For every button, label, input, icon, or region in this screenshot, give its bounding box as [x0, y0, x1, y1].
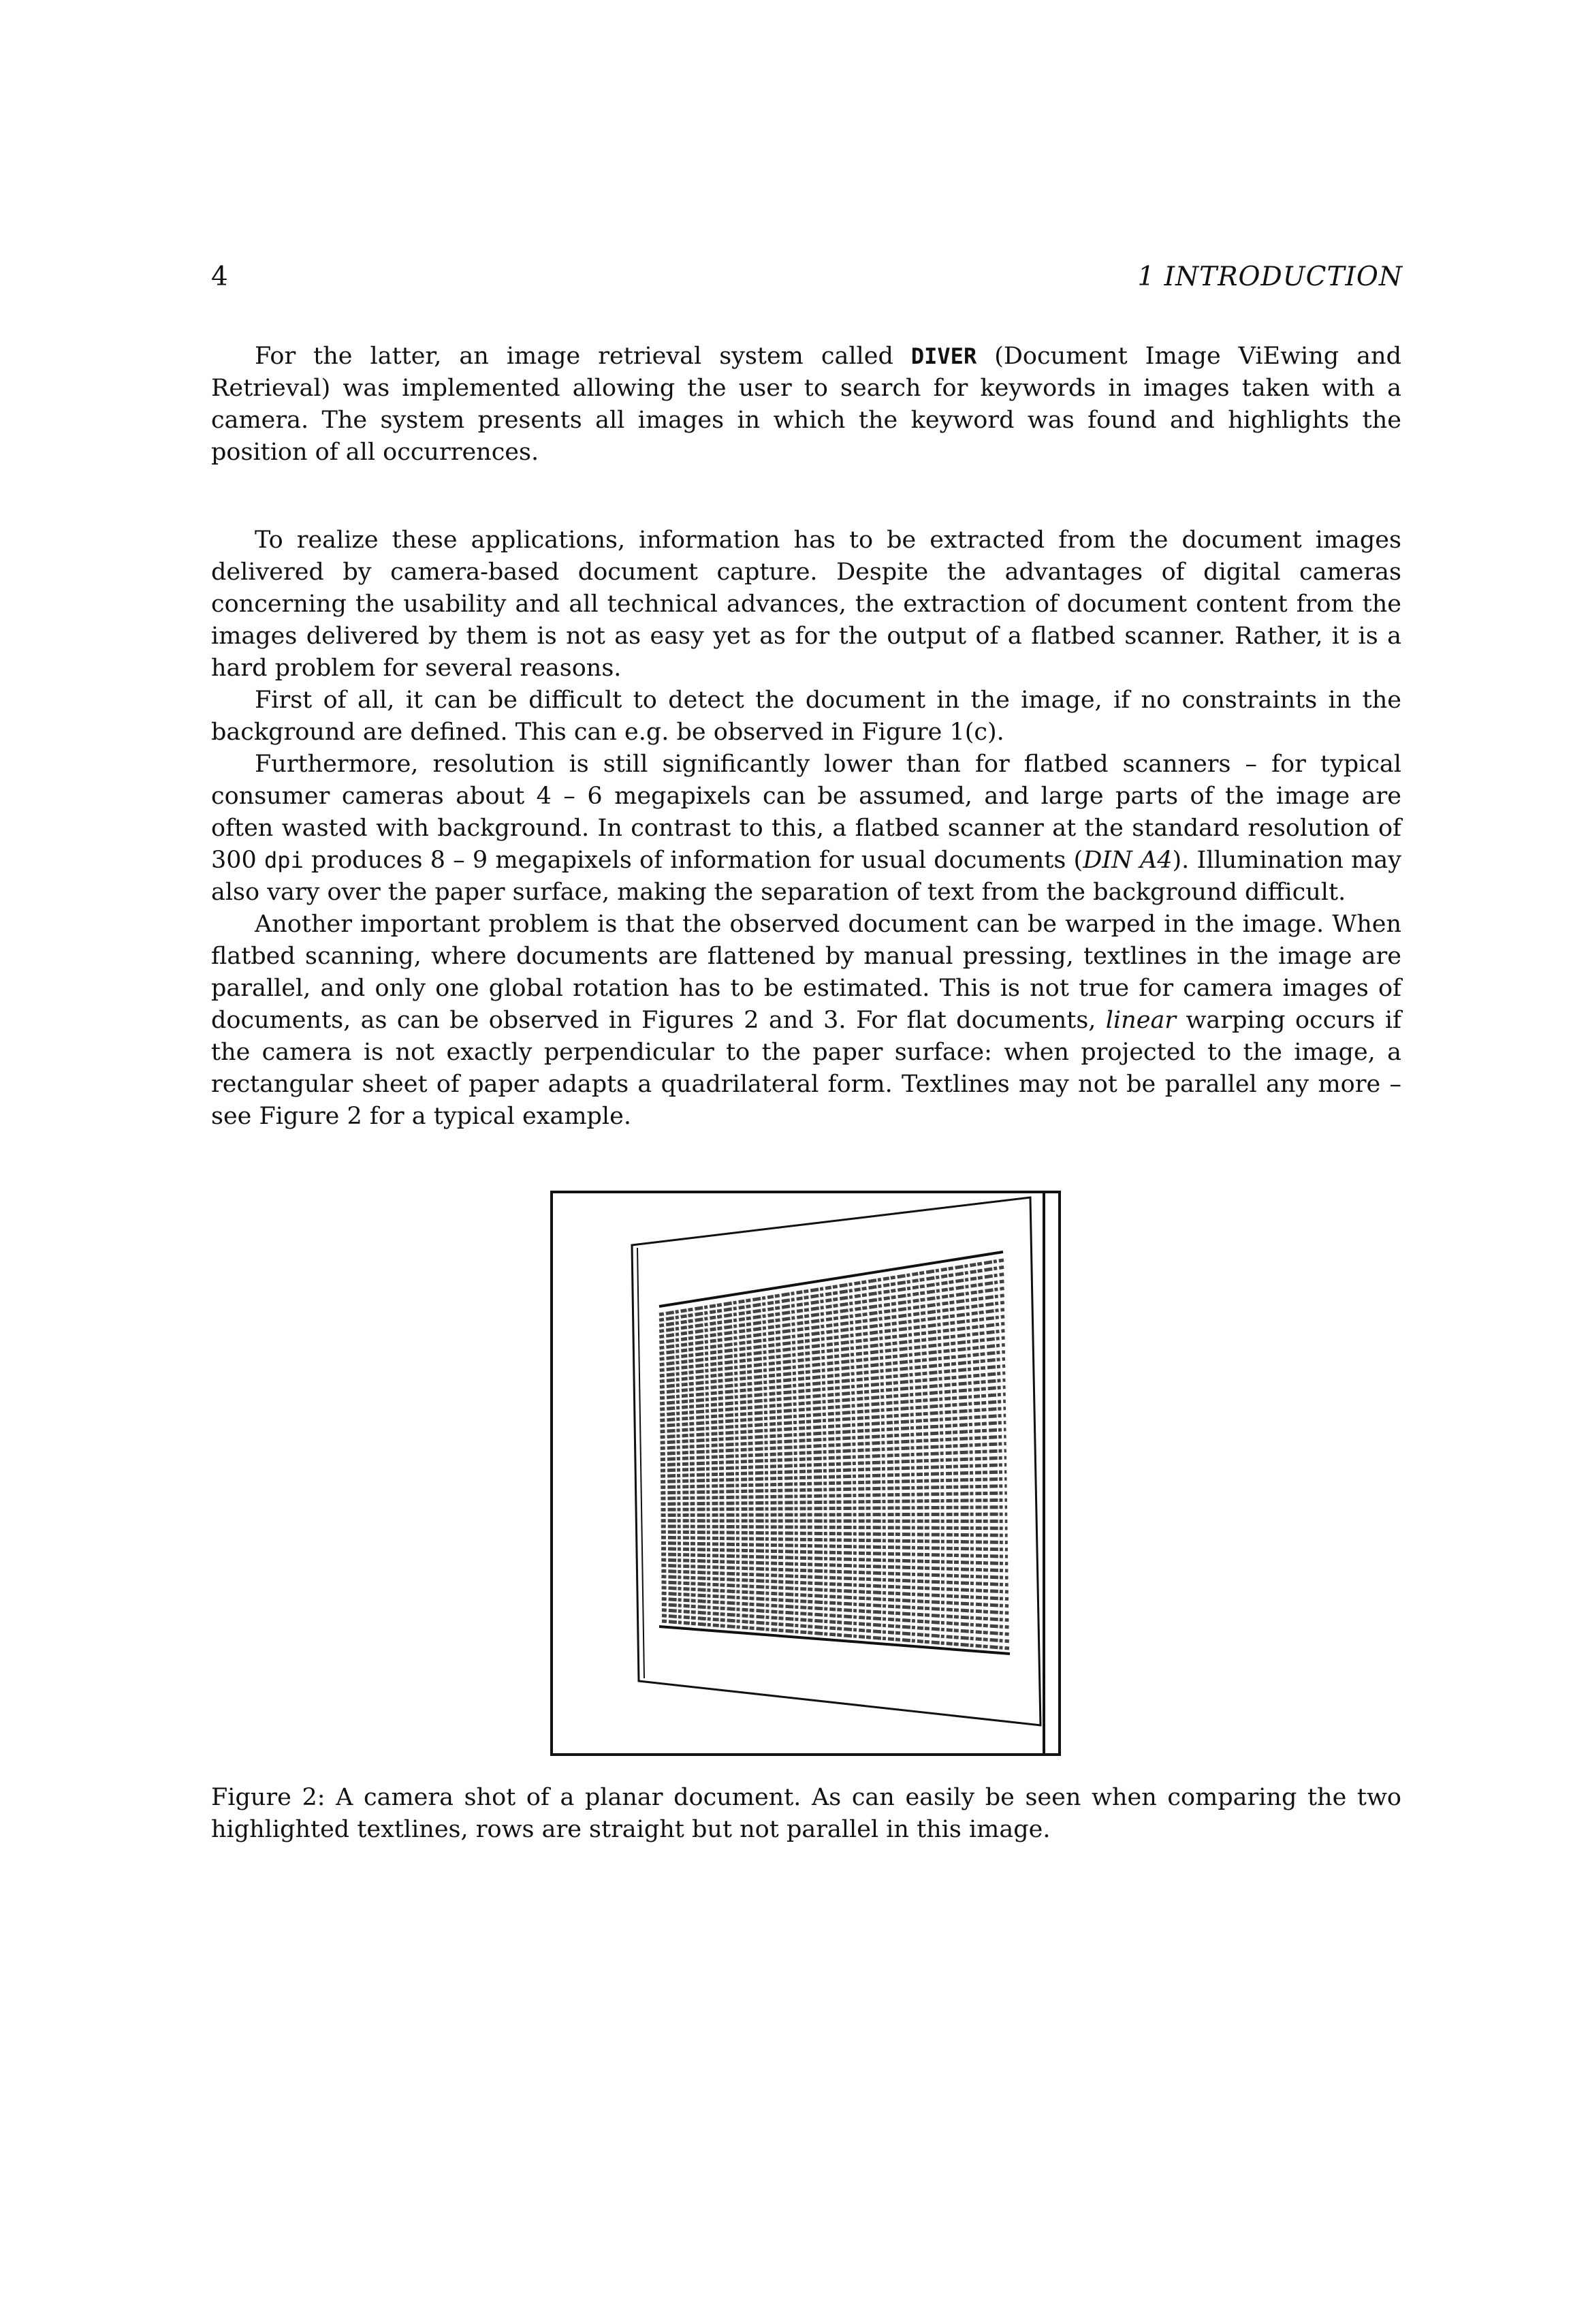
paragraph-4	[211, 749, 1401, 909]
paragraph-5-text-a: Another important problem is that the observed document can be warped in the image. When flatbed scanning, where documents are flattened by manual pressing, textlines in the image are parallel, and only one global rotation has to be estimated. This is not true for camera images of documents, as can be observed in Figures 2 and 3. For flat documents,	[211, 911, 1401, 1034]
figure-2-image	[550, 1191, 1061, 1756]
paragraph-2: To realize these applications, information has to be extracted from the document images delivered by camera-based document capture. Despite the advantages of digital cameras concerning the usability and all technical advances, the extraction of document content from the images delivered by them is not as easy yet as for the output of a flatbed scanner. Rather, it is a hard problem for several reasons.	[211, 527, 1401, 682]
paragraph-3: First of all, it can be difficult to detect the document in the image, if no constraints in the background are defined. This can e.g. be observed in Figure 1(c).	[211, 687, 1401, 746]
paragraph-4-text-b: produces 8 – 9 megapixels of information for usual documents (	[303, 847, 1083, 874]
page-number: 4	[211, 262, 228, 292]
paragraph-5	[211, 909, 1401, 1133]
figure-2	[550, 1191, 1061, 1756]
figure-textline	[661, 1514, 1008, 1515]
paragraph-5-text-b: warping occurs if the camera is not exactly perpendicular to the paper surface: when projected to the image, a rectangular sheet of paper adapts a quadrilateral form. Textlines may not be parallel any more – see Figure 2 for a typical example.	[211, 1007, 1401, 1130]
paragraph-4-text-c: ). Illumination may also vary over the paper surface, making the separation of text from the background difficult.	[211, 847, 1401, 906]
figure-textline	[661, 1526, 1008, 1528]
running-head: 1 INTRODUCTION	[1137, 262, 1403, 292]
din-a4-italic: DIN A4	[1083, 847, 1173, 874]
paragraph-4-text-a: Furthermore, resolution is still significantly lower than for flatbed scanners – for typical consumer cameras about 4 – 6 megapixels can be assumed, and large parts of the image are often wasted with background. In contrast to this, a flatbed scanner at the standard resolution of 300	[211, 751, 1401, 874]
paragraphs-main	[211, 524, 1401, 1133]
diver-code: DIVER	[910, 343, 977, 369]
linear-italic: linear	[1105, 1007, 1177, 1034]
figure-caption: Figure 2: A camera shot of a planar document. As can easily be seen when comparing the two highlighted textlines, rows are straight but not parallel in this image.	[211, 1784, 1401, 1843]
paragraph-diver	[211, 341, 1401, 469]
dpi-code: dpi	[264, 847, 304, 873]
paragraph-1	[211, 341, 1401, 469]
paragraph-1-text-b: (Document Image ViEwing and Retrieval) was implemented allowing the user to search for keywords in images taken with a camera. The system presents all images in which the keyword was found and highlights the position of all occurrences.	[211, 343, 1401, 466]
figure-textline	[661, 1521, 1008, 1522]
paragraph-1-text-a: For the latter, an image retrieval system called	[255, 343, 911, 370]
